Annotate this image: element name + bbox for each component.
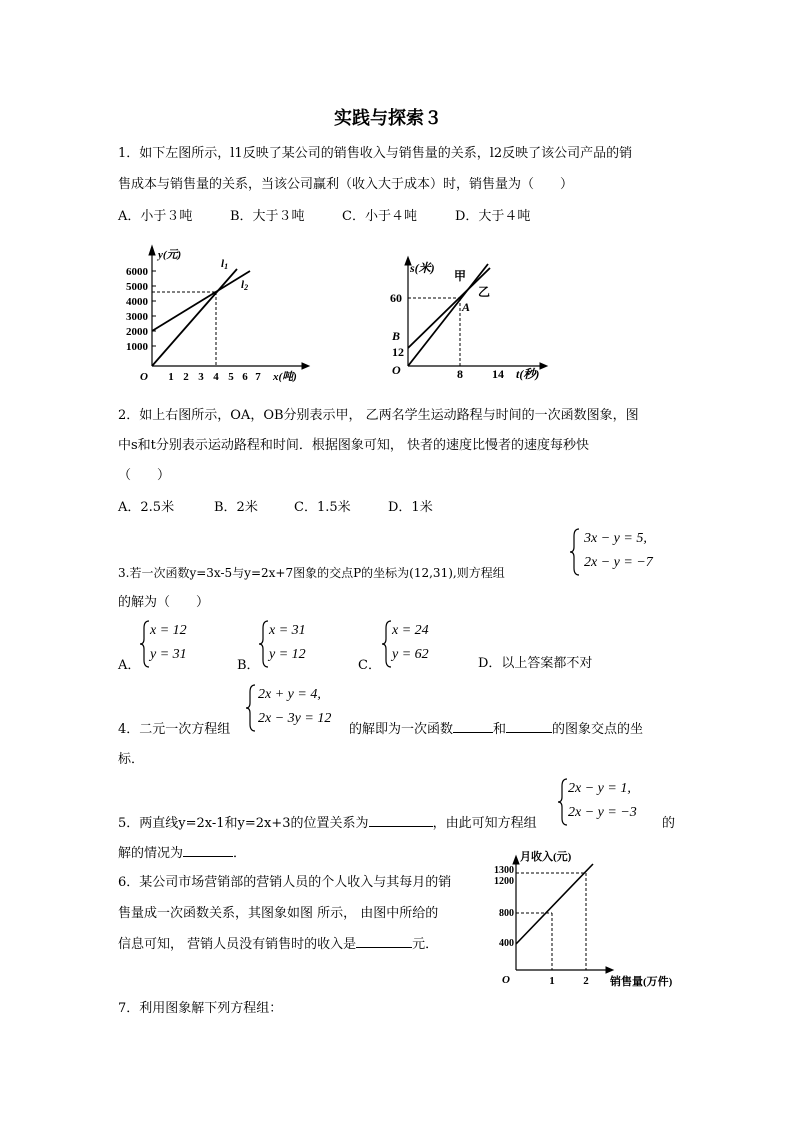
graph2-ylabel: s(米)	[410, 261, 435, 275]
q6-line1: 6．某公司市场营销部的营销人员的个人收入与其每月的销	[118, 875, 452, 890]
line-l1	[152, 269, 237, 366]
graph1-origin: O	[140, 371, 148, 383]
q3-eq2: 2x − y = −7	[584, 555, 653, 570]
graph1-ytick: 1000	[126, 341, 148, 353]
q3-equation-system	[570, 528, 680, 576]
q3-c-eq2: y = 62	[392, 647, 429, 662]
graph1-xtick: 7	[255, 371, 261, 383]
graph3-origin: O	[502, 974, 510, 986]
q3-option-c	[382, 620, 442, 668]
q5-line2	[118, 846, 246, 862]
q4-eq1: 2x + y = 4,	[258, 687, 321, 702]
q4-line2: 标．	[118, 752, 145, 767]
graph1-xlabel: x(吨)	[273, 371, 297, 383]
graph2-point-a: A	[462, 300, 471, 314]
q4-post: 的图象交点的坐	[552, 722, 644, 737]
q5-post: 的	[662, 816, 676, 831]
graph-distance-time	[380, 254, 560, 389]
q5-eq1: 2x − y = 1,	[568, 781, 631, 796]
q3-option-b	[259, 620, 319, 668]
q4-blank-1[interactable]	[453, 732, 493, 733]
q3-stem: 3.若一次函数y=3x-5与y=2x+7图象的交点P的坐标为(12,31),则方程组	[118, 566, 505, 580]
q3-a-eq1: x = 12	[150, 623, 187, 638]
q3-option-b-label: B．	[237, 658, 260, 673]
q2-option-d: D．1米	[388, 500, 433, 515]
graph3-xlabel: 销售量(万件)	[610, 976, 673, 988]
q4-pre: 4．二元一次方程组	[118, 722, 231, 737]
q6-line2: 售量成一次函数关系，其图象如图 所示， 由图中所给的	[118, 906, 439, 921]
graph3-tick-1200: 1200	[494, 876, 514, 887]
graph2-tick-8: 8	[457, 367, 463, 381]
q5-equation-system	[558, 778, 668, 826]
graph1-xtick: 6	[242, 371, 248, 383]
q5-pre: 5．两直线y=2x-1和y=2x+3的位置关系为	[118, 816, 369, 831]
graph2-jia-label: 甲	[454, 269, 467, 283]
q3-b-eq2: y = 12	[269, 647, 306, 662]
q1-option-c: C．小于４吨	[342, 209, 417, 224]
q1-option-b: B．大于３吨	[230, 209, 305, 224]
q2-option-a: A．2.5米	[118, 500, 175, 515]
q5-line2-text: 解的情况为	[118, 846, 184, 861]
q7-text: 7．利用图象解下列方程组：	[118, 1001, 283, 1016]
q3-line2: 的解为（ ）	[118, 595, 210, 610]
page-title: 实践与探索３	[334, 108, 442, 129]
graph2-point-b: B	[392, 329, 401, 343]
q5-blank-2[interactable]	[183, 856, 233, 857]
line-l2	[152, 271, 250, 331]
q4-eq2: 2x − 3y = 12	[258, 711, 332, 726]
q4-equation-system	[246, 684, 356, 732]
q5-blank-1[interactable]	[369, 826, 433, 827]
graph1-ytick: 6000	[126, 266, 148, 278]
graph1-xtick: 1	[168, 371, 174, 383]
line-yi	[408, 268, 490, 348]
q1-line2: 售成本与销售量的关系，当该公司赢利（收入大于成本）时，销售量为（ ）	[118, 177, 574, 192]
q6-line3	[118, 937, 438, 953]
q3-eq1: 3x − y = 5,	[584, 531, 647, 546]
graph3-tick-2: 2	[583, 975, 589, 987]
graph1-xtick: 4	[213, 371, 219, 383]
q2-line3: （ ）	[118, 468, 171, 483]
graph-cost-revenue	[112, 240, 312, 390]
q3-option-c-label: C．	[358, 658, 381, 673]
graph2-xlabel: t(秒)	[516, 367, 540, 381]
graph2-tick-14: 14	[492, 367, 504, 381]
q5-mid: ，由此可知方程组	[432, 816, 537, 831]
graph3-tick-1300: 1300	[494, 865, 514, 876]
graph3-tick-400: 400	[499, 938, 514, 949]
q6-line3-pre: 信息可知， 营销人员没有销售时的收入是	[118, 937, 357, 952]
graph3-tick-800: 800	[499, 908, 514, 919]
q5-line1	[118, 816, 537, 832]
q2-line2: 中s和t分别表示运动路程和时间．根据图象可知， 快者的速度比慢者的速度每秒快	[118, 438, 590, 453]
graph1-xtick: 2	[183, 371, 189, 383]
q2-line1: 2．如上右图所示，OA，OB分别表示甲， 乙两名学生运动路程与时间的一次函数图象，图	[118, 408, 639, 423]
graph1-xtick: 3	[198, 371, 204, 383]
q1-option-a: A．小于３吨	[118, 209, 193, 224]
q5-end: ．	[233, 846, 247, 861]
graph1-xtick: 5	[228, 371, 234, 383]
q6-line3-post: 元．	[412, 937, 439, 952]
graph1-ytick: 5000	[126, 281, 148, 293]
graph2-origin: O	[392, 363, 401, 377]
graph1-l2-label: l2	[241, 279, 249, 292]
graph2-tick-12: 12	[392, 345, 404, 359]
graph1-l1-label: l1	[221, 258, 229, 271]
graph2-tick-60: 60	[390, 291, 402, 305]
line-jia	[408, 264, 491, 366]
graph-income-sales	[488, 842, 688, 990]
graph2-yi-label: 乙	[478, 285, 491, 299]
q4-mid1: 的解即为一次函数	[349, 722, 454, 737]
graph1-ylabel: y(元)	[158, 249, 182, 261]
q2-option-b: B．2米	[214, 500, 258, 515]
q3-option-a	[140, 620, 200, 668]
graph3-tick-1: 1	[549, 975, 555, 987]
q3-c-eq1: x = 24	[392, 623, 429, 638]
q3-option-d: D．以上答案都不对	[478, 656, 593, 671]
q2-option-c: C．1.5米	[294, 500, 351, 515]
q4-mid2: 和	[493, 722, 507, 737]
graph3-ylabel: 月收入(元)	[520, 851, 572, 863]
q4-body	[349, 722, 643, 738]
q3-a-eq2: y = 31	[150, 647, 187, 662]
line-income	[516, 864, 593, 944]
graph1-ytick: 2000	[126, 326, 148, 338]
graph1-ytick: 4000	[126, 296, 148, 308]
graph1-ytick: 3000	[126, 311, 148, 323]
q1-option-d: D．大于４吨	[455, 209, 531, 224]
q6-blank[interactable]	[356, 947, 412, 948]
q1-line1: 1．如下左图所示，l1反映了某公司的销售收入与销售量的关系，l2反映了该公司产品的销	[118, 146, 633, 161]
q3-option-a-label: A．	[118, 658, 141, 673]
q5-eq2: 2x − y = −3	[568, 805, 637, 820]
q4-blank-2[interactable]	[506, 732, 552, 733]
q3-b-eq1: x = 31	[269, 623, 306, 638]
